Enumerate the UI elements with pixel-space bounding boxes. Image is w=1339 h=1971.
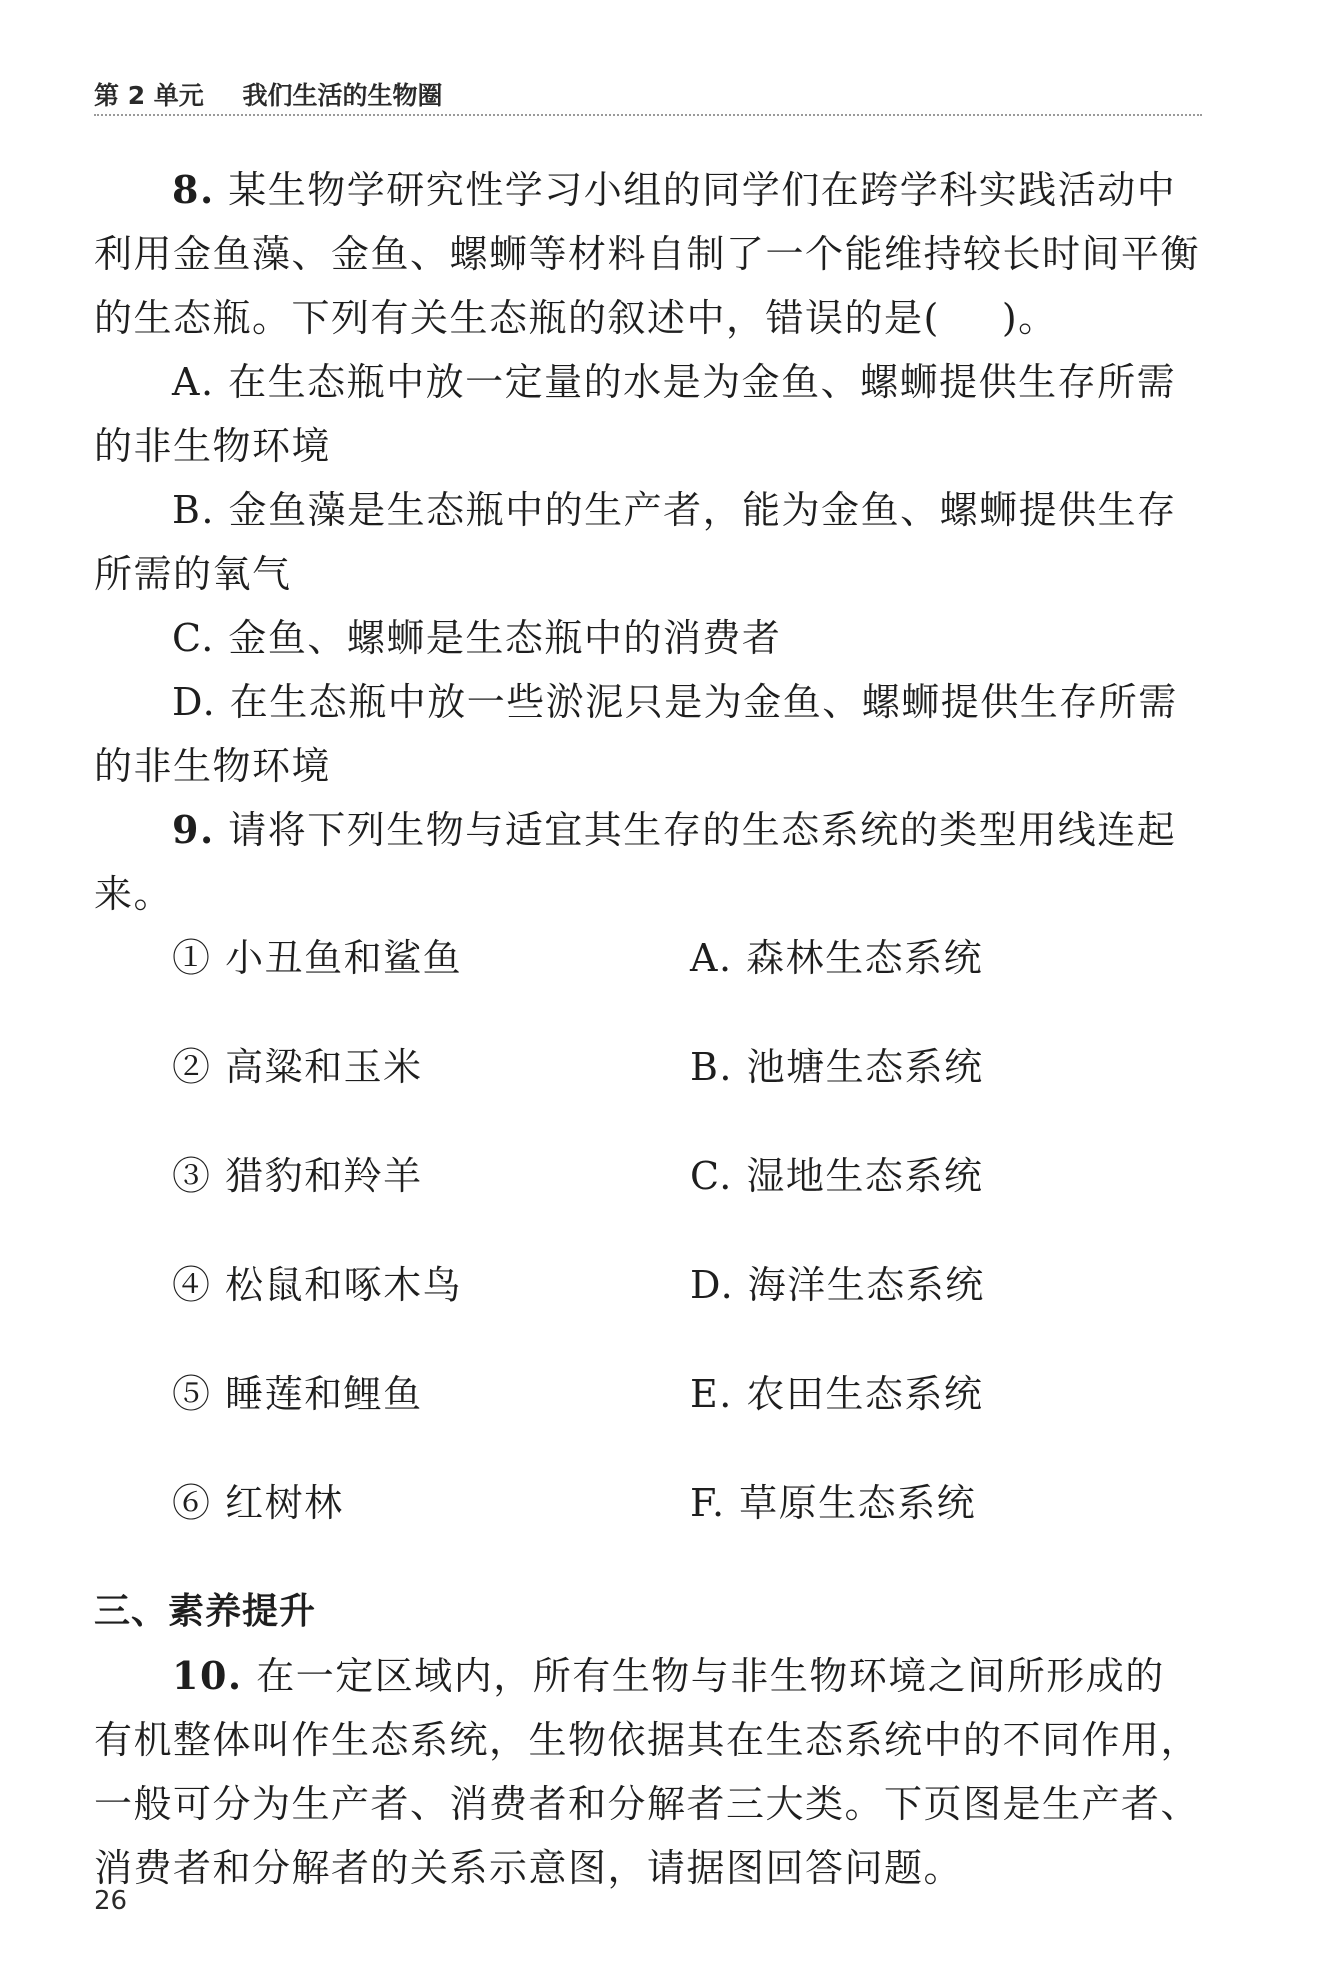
organism-text: 小丑鱼和鲨鱼 (225, 936, 463, 980)
question-8-option-b (94, 478, 1202, 606)
organism-text: 松鼠和啄木鸟 (225, 1263, 463, 1307)
ecosystem-text: 海洋生态系统 (747, 1263, 985, 1307)
question-8-option-a (94, 350, 1202, 478)
header-divider (94, 114, 1202, 116)
ecosystem-label: F. (690, 1481, 726, 1525)
ecosystem-text: 森林生态系统 (746, 936, 984, 980)
question-9-stem (94, 798, 1202, 926)
match-row (94, 1253, 1202, 1317)
header-unit: 第 2 单元 (94, 81, 204, 110)
question-10 (94, 1644, 1202, 1900)
option-text: 在生态瓶中放一些淤泥只是为金鱼、螺蛳提供生存所需的非生物环境 (94, 680, 1178, 788)
matching-exercise (94, 926, 1202, 1580)
section-heading: 三、素养提升 (94, 1591, 317, 1632)
question-8-number: 8. (172, 167, 215, 212)
organism-label: ② (172, 1045, 212, 1089)
ecosystem-text: 池塘生态系统 (746, 1045, 984, 1089)
question-8-text: 某生物学研究性学习小组的同学们在跨学科实践活动中利用金鱼藻、金鱼、螺蛳等材料自制了一个能维持较长时间平衡的生态瓶。下列有关生态瓶的叙述中，错误的是( (94, 168, 1201, 340)
ecosystem-text: 草原生态系统 (739, 1481, 977, 1525)
organism-item[interactable] (172, 1035, 423, 1099)
organism-item[interactable] (172, 1144, 423, 1208)
question-10-number: 10. (172, 1653, 243, 1698)
question-9-number: 9. (172, 807, 215, 852)
option-text: 金鱼、螺蛳是生态瓶中的消费者 (228, 616, 782, 660)
ecosystem-item[interactable] (690, 1362, 983, 1426)
page-number: 26 (94, 1886, 128, 1916)
ecosystem-item[interactable] (690, 1253, 985, 1317)
question-10-text: 在一定区域内，所有生物与非生物环境之间所形成的有机整体叫作生态系统，生物依据其在生态系统中的不同作用，一般可分为生产者、消费者和分解者三大类。下页图是生产者、消费者和分解者的关系示意图，请据图回答问题。 (94, 1654, 1201, 1890)
match-row (94, 1362, 1202, 1426)
question-8-stem (94, 158, 1202, 350)
ecosystem-label: D. (690, 1263, 735, 1307)
organism-label: ⑤ (172, 1372, 212, 1416)
organism-label: ④ (172, 1263, 212, 1307)
ecosystem-label: E. (690, 1372, 733, 1416)
organism-label: ⑥ (172, 1481, 212, 1525)
match-row (94, 926, 1202, 990)
question-8-option-d (94, 670, 1202, 798)
option-label: B. (172, 488, 216, 532)
organism-label: ③ (172, 1154, 212, 1198)
ecosystem-item[interactable] (690, 1035, 984, 1099)
header-title: 我们生活的生物圈 (242, 81, 443, 110)
organism-item[interactable] (172, 1253, 462, 1317)
option-label: C. (172, 616, 215, 660)
ecosystem-item[interactable] (690, 926, 983, 990)
ecosystem-label: C. (690, 1154, 733, 1198)
option-text: 在生态瓶中放一定量的水是为金鱼、螺蛳提供生存所需的非生物环境 (94, 360, 1177, 468)
question-8-stem-end: )。 (1001, 296, 1058, 340)
running-header (94, 76, 1202, 112)
match-row (94, 1035, 1202, 1099)
question-8-option-c (94, 606, 1202, 670)
ecosystem-label: A. (690, 936, 733, 980)
organism-text: 红树林 (225, 1481, 344, 1525)
ecosystem-item[interactable] (690, 1144, 983, 1208)
organism-text: 睡莲和鲤鱼 (225, 1372, 423, 1416)
ecosystem-label: B. (690, 1045, 734, 1089)
option-label: A. (172, 360, 215, 404)
ecosystem-text: 农田生态系统 (746, 1372, 984, 1416)
option-text: 金鱼藻是生态瓶中的生产者，能为金鱼、螺蛳提供生存所需的氧气 (94, 488, 1177, 596)
ecosystem-item[interactable] (690, 1471, 976, 1535)
option-label: D. (172, 680, 217, 724)
match-row (94, 1144, 1202, 1208)
organism-text: 猎豹和羚羊 (225, 1154, 423, 1198)
match-row (94, 1471, 1202, 1535)
ecosystem-text: 湿地生态系统 (746, 1154, 984, 1198)
question-9-text: 请将下列生物与适宜其生存的生态系统的类型用线连起来。 (94, 808, 1177, 916)
organism-item[interactable] (172, 1471, 344, 1535)
organism-item[interactable] (172, 926, 462, 990)
organism-text: 高粱和玉米 (225, 1045, 423, 1089)
organism-item[interactable] (172, 1362, 423, 1426)
organism-label: ① (172, 936, 212, 980)
page-content (94, 158, 1202, 1900)
